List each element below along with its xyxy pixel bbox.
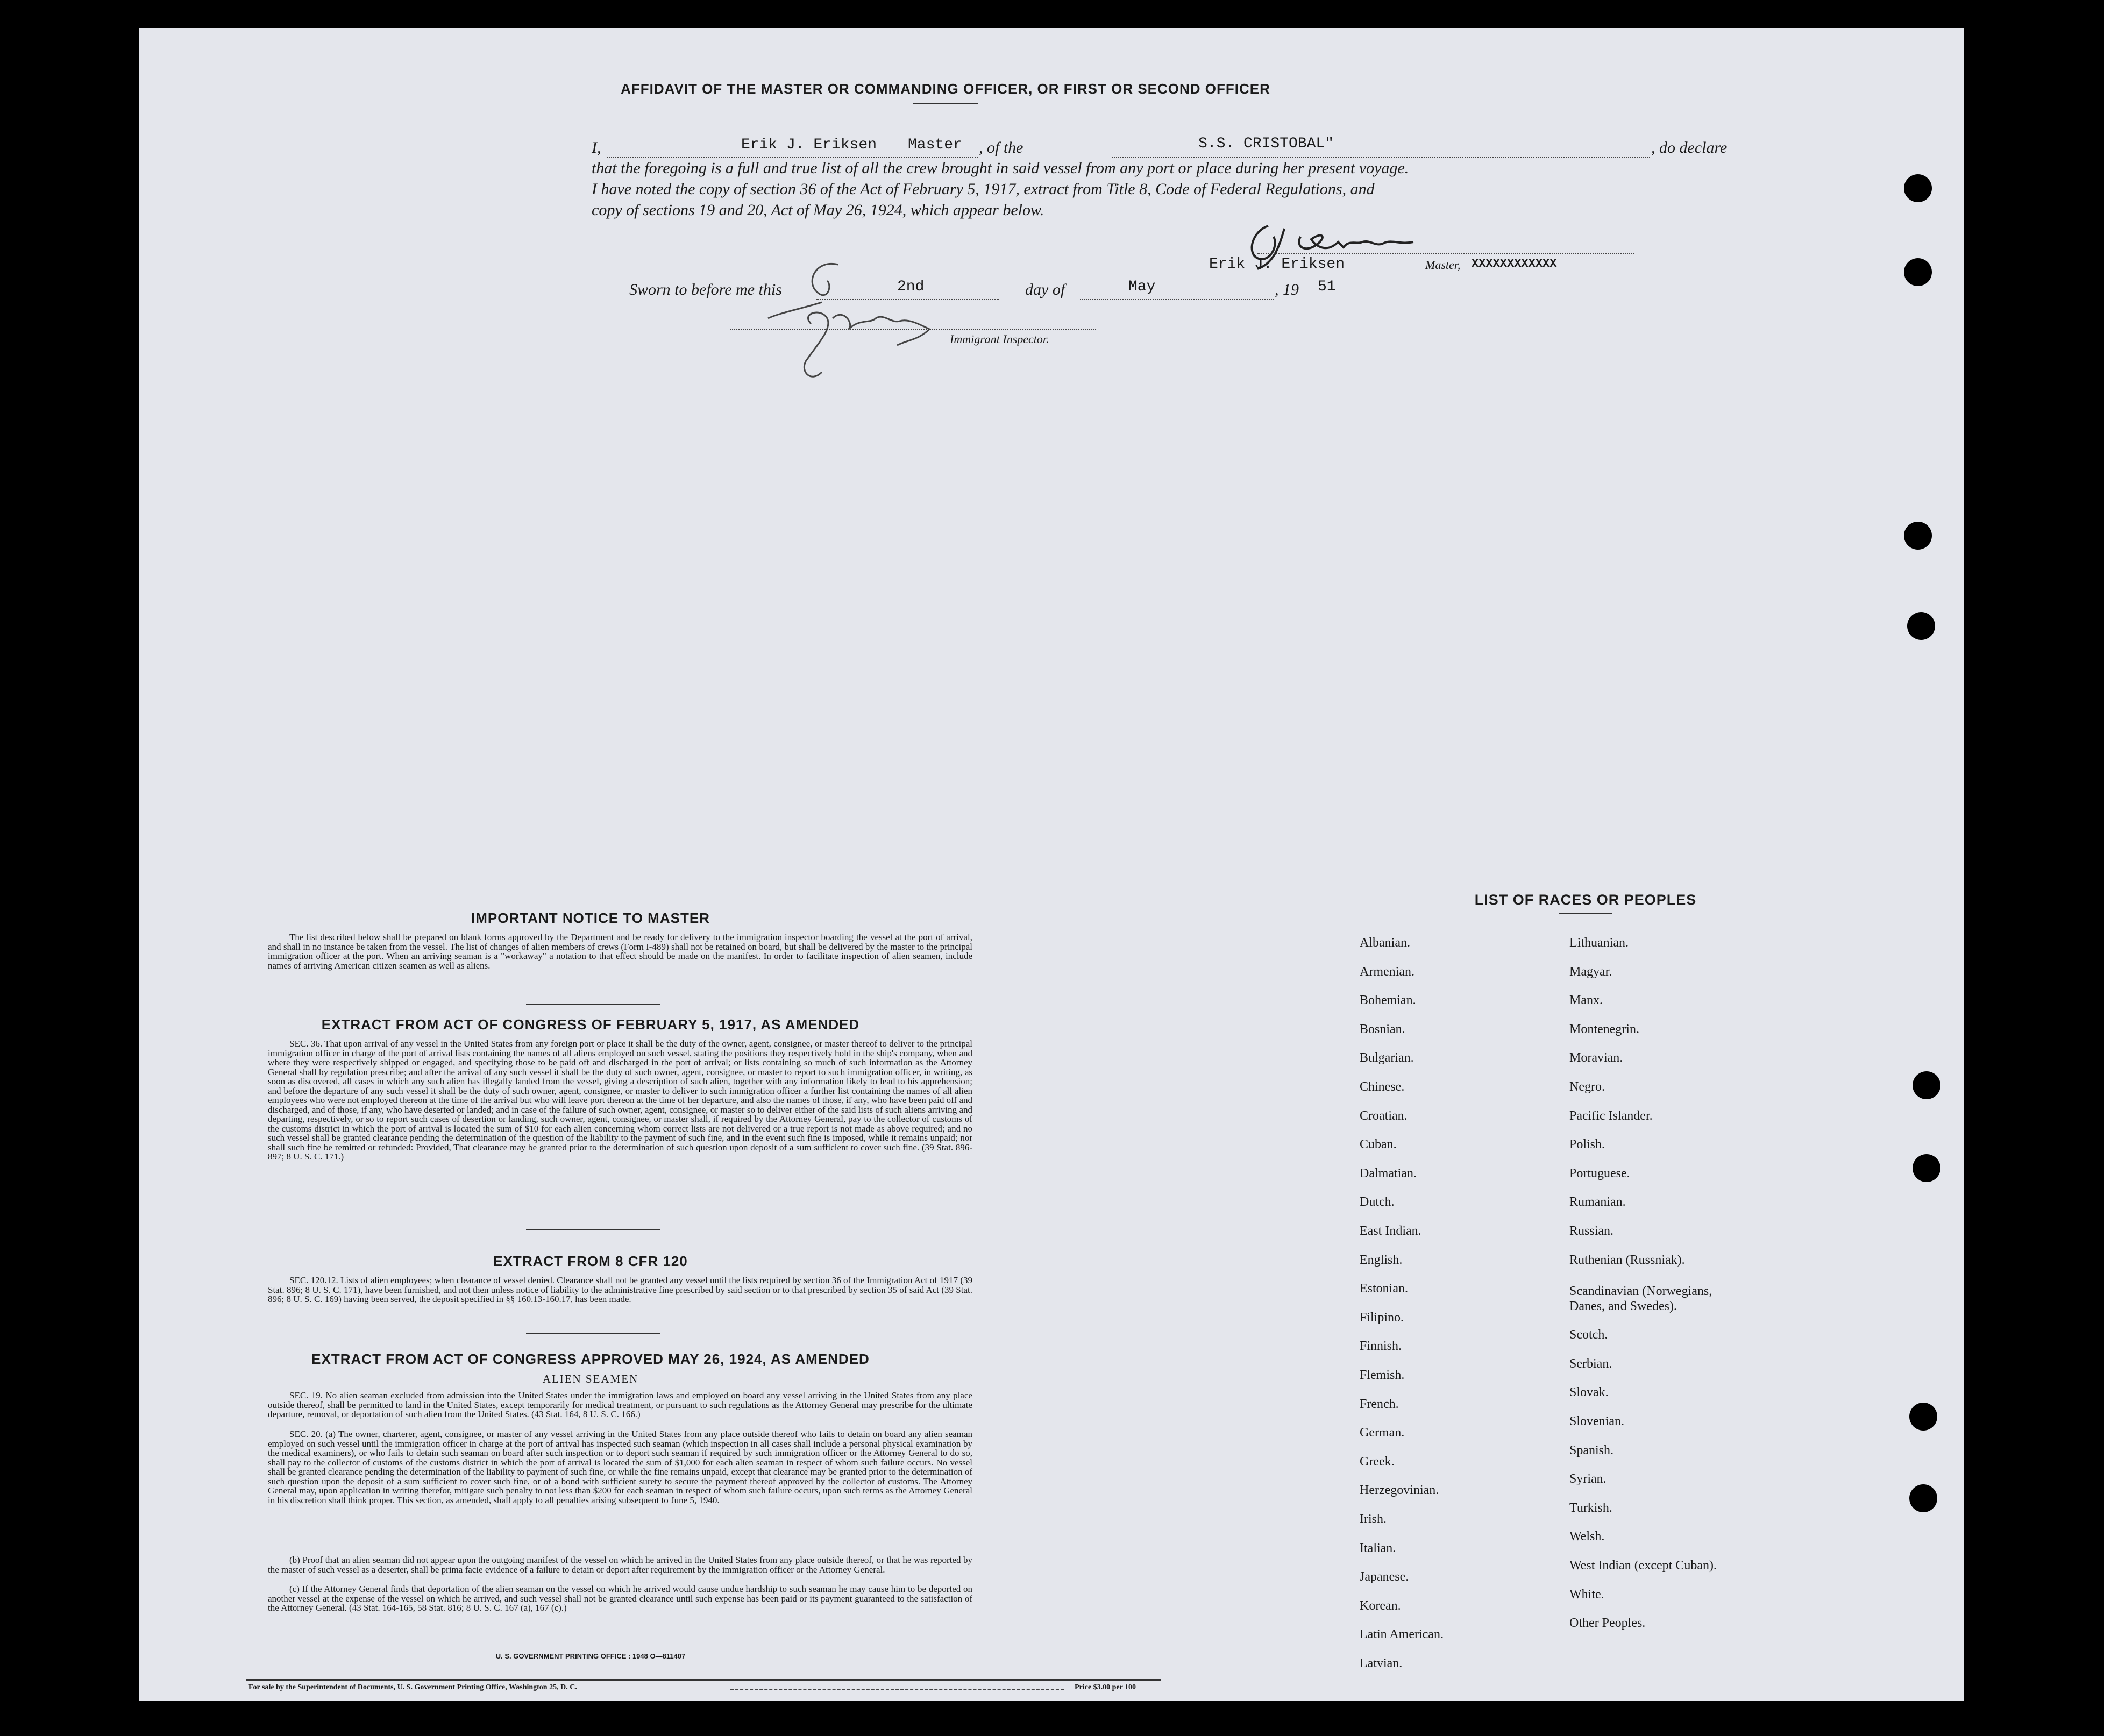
- race-item: Slovak.: [1569, 1385, 1609, 1400]
- race-item: Turkish.: [1569, 1500, 1612, 1515]
- inspector-signature: [747, 254, 940, 383]
- race-item: Scandinavian (Norwegians,: [1569, 1284, 1712, 1298]
- race-item: Rumanian.: [1569, 1195, 1626, 1209]
- affidavit-line4: copy of sections 19 and 20, Act of May 26, 1924, which appear below.: [592, 201, 1044, 219]
- race-item: Japanese.: [1360, 1570, 1409, 1584]
- race-item: Dalmatian.: [1360, 1166, 1417, 1180]
- binder-hole: [1909, 1403, 1937, 1431]
- race-item: Herzegovinian.: [1360, 1483, 1439, 1498]
- race-item: Irish.: [1360, 1512, 1387, 1526]
- race-item: Albanian.: [1360, 936, 1410, 950]
- binder-hole: [1904, 522, 1932, 550]
- footer-right: Price $3.00 per 100: [1075, 1683, 1136, 1691]
- race-item: Korean.: [1360, 1598, 1401, 1613]
- sworn-day: 2nd: [897, 279, 925, 295]
- vessel-line: [1112, 157, 1650, 158]
- divider-1: [526, 1004, 660, 1005]
- race-item: Montenegrin.: [1569, 1022, 1639, 1036]
- race-item: Armenian.: [1360, 964, 1414, 979]
- notice-text: The list described below shall be prepared on blank forms approved by the Department and be ready for delivery to the immigration inspector boarding the vessel at the port of arrival, and shall in no instance be taken from the vessel. The list of changes of alien members of crews (Form I-489) shall not be retained on board, but shall be delivered by the master to the principal immigration officer at the port. When an arriving seaman is a "workaway" a notation to that effect should be made on the manifest. In order to facilitate inspection of alien seamen, include names of arriving American citizen seamen as well as aliens.: [268, 932, 972, 971]
- race-item: Chinese.: [1360, 1080, 1405, 1094]
- extract-1917-text: SEC. 36. That upon arrival of any vessel in the United States from any foreign port or place it shall be the duty of the owner, agent, consignee, or master thereof to deliver to the principal immigration officer in charge of the port of arrival lists containing the names of all aliens employed on such vessel, stating the positions they respectively hold in the ship's company, when and where they were respectively shipped or engaged, and specifying those to be paid off and discharged in the port of arrival; or lists containing so much of such information as the Attorney General shall by regulation prescribe; and after the arrival of any such vessel it shall be the duty of such owner, agent, consignee, or master to report to such immigration officer, in writing, as soon as discovered, all cases in which any such alien has illegally landed from the vessel, giving a description of such alien, together with any information likely to lead to his apprehension; and before the departure of any such vessel it shall be the duty of such owner, agent, consignee, or master to deliver to such immigration officer a further list containing the names of all alien employees who were not employed thereon at the time of the arrival but who will leave port thereon at the time of her departure, and also the names of those, if any, who have been paid off and discharged, and of those, if any, who have deserted or landed; and in case of the failure of such owner, agent, consignee, or master so to deliver either of the said lists of such aliens arriving and departing, respectively, or so to report such cases of desertion or landing, such owner, agent, consignee, or master shall, if required by the Attorney General, pay to the collector of customs of the customs district in which the port of arrival is located the sum of $10 for each alien concerning whom correct lists are not delivered or a true report is not made as above required; and no such vessel shall be granted clearance pending the determination of the question of the liability to the payment of such fine, and in the event such fine is imposed, while it remains unpaid; nor shall such fine be remitted or refunded: Provided, That clearance may be granted prior to the determination of such question upon deposit of a sum sufficient to cover such fine. (39 Stat. 896-897; 8 U. S. C. 171.): [268, 1038, 972, 1162]
- binder-hole: [1913, 1071, 1940, 1099]
- footer-leader: [730, 1689, 1064, 1690]
- race-item: Estonian.: [1360, 1282, 1408, 1296]
- race-item: Latin American.: [1360, 1627, 1444, 1642]
- month-line: [1080, 299, 1274, 300]
- extract-1924-subtitle: ALIEN SEAMEN: [542, 1372, 639, 1385]
- race-item: French.: [1360, 1397, 1399, 1411]
- race-item: Dutch.: [1360, 1195, 1395, 1209]
- race-item: Finnish.: [1360, 1339, 1402, 1354]
- race-item: Welsh.: [1569, 1529, 1605, 1544]
- race-item: Flemish.: [1360, 1368, 1405, 1382]
- affidavit-title: AFFIDAVIT OF THE MASTER OR COMMANDING OFFICER, OR FIRST OR SECOND OFFICER: [621, 81, 1270, 97]
- race-item: Lithuanian.: [1569, 936, 1629, 950]
- binder-hole: [1904, 174, 1932, 202]
- year-prefix: , 19: [1275, 281, 1299, 298]
- race-item: Danes, and Swedes).: [1569, 1299, 1677, 1313]
- signature-printed-name: Erik J. Eriksen: [1209, 256, 1345, 273]
- master-rank: Master: [908, 137, 962, 153]
- race-item: Other Peoples.: [1569, 1616, 1646, 1631]
- sworn-month: May: [1128, 279, 1156, 295]
- race-item: Portuguese.: [1569, 1166, 1630, 1180]
- printing-office: U. S. GOVERNMENT PRINTING OFFICE : 1948 O—811407: [495, 1652, 686, 1660]
- sworn-year: 51: [1318, 279, 1336, 295]
- do-declare-text: , do declare: [1651, 139, 1728, 156]
- sec19-text: SEC. 19. No alien seaman excluded from admission into the United States under the immigration laws and employed on board any vessel arriving in the United States from any place outside thereof, shall be permitted to land in the United States, except temporarily for medical treatment, or pursuant to such regulations as the Attorney General may prescribe for the ultimate departure, removal, or deportation of such alien from the United States. (43 Stat. 164, 8 U. S. C. 166.): [268, 1390, 972, 1419]
- race-item: Russian.: [1569, 1224, 1614, 1238]
- race-item: English.: [1360, 1253, 1403, 1267]
- signature-line: [1257, 253, 1634, 254]
- race-item: Spanish.: [1569, 1443, 1614, 1457]
- race-item: White.: [1569, 1587, 1604, 1602]
- footer-left: For sale by the Superintendent of Documents, U. S. Government Printing Office, Washington 25, D. C.: [248, 1683, 577, 1691]
- sec20c-text: (c) If the Attorney General finds that deportation of the alien seaman on the vessel on which he arrived would cause undue hardship to such seaman he may cause him to be deported on another vessel at the expense of the vessel on which he arrived, and such vessel shall not be granted clearance until such expense has been paid or its payment guaranteed to the satisfaction of the Attorney General. (43 Stat. 164-165, 58 Stat. 816; 8 U. S. C. 167 (a), 167 (c).): [268, 1584, 972, 1613]
- name-line: [607, 157, 978, 158]
- notice-title: IMPORTANT NOTICE TO MASTER: [471, 910, 710, 926]
- race-item: Italian.: [1360, 1541, 1396, 1555]
- signature-role: Master,: [1425, 258, 1461, 272]
- divider-3: [526, 1333, 660, 1334]
- signature-role-struck: XXXXXXXXXXXX: [1472, 257, 1557, 271]
- sworn-prefix: Sworn to before me this: [629, 281, 782, 298]
- race-item: Cuban.: [1360, 1137, 1397, 1152]
- extract-1917-title: EXTRACT FROM ACT OF CONGRESS OF FEBRUARY 5, 1917, AS AMENDED: [321, 1016, 860, 1033]
- race-item: Syrian.: [1569, 1472, 1607, 1486]
- race-item: Filipino.: [1360, 1310, 1404, 1325]
- inspector-line: [730, 329, 1096, 330]
- race-item: Pacific Islander.: [1569, 1108, 1653, 1123]
- divider-2: [526, 1229, 660, 1230]
- race-item: Scotch.: [1569, 1328, 1608, 1342]
- race-item: Polish.: [1569, 1137, 1605, 1152]
- affidavit-line2: that the foregoing is a full and true list of all the crew brought in said vessel from any port or place during her present voyage.: [592, 159, 1409, 177]
- inspector-label: Immigrant Inspector.: [950, 332, 1049, 346]
- race-item: East Indian.: [1360, 1224, 1421, 1238]
- footer-rule: [246, 1679, 1161, 1681]
- title-underline: [913, 103, 978, 104]
- races-title: LIST OF RACES OR PEOPLES: [1474, 892, 1697, 908]
- affidavit-line3: I have noted the copy of section 36 of the Act of February 5, 1917, extract from Title 8, Code of Federal Regulations, and: [592, 180, 1375, 198]
- races-title-underline: [1559, 913, 1612, 914]
- race-item: Bulgarian.: [1360, 1051, 1414, 1065]
- day-of-text: day of: [1025, 281, 1065, 298]
- sec20b-text: (b) Proof that an alien seaman did not appear upon the outgoing manifest of the vessel on which he arrived in the United States from any place outside thereof, or that he was reported by the master of such vessel as a deserter, shall be prima facie evidence of a failure to detain or deport after requirement by the immigration officer or the Attorney General.: [268, 1555, 972, 1575]
- race-item: Moravian.: [1569, 1051, 1623, 1065]
- race-item: Manx.: [1569, 993, 1603, 1008]
- race-item: Negro.: [1569, 1080, 1605, 1094]
- binder-hole: [1913, 1154, 1940, 1182]
- binder-hole: [1907, 612, 1935, 640]
- extract-8cfr-title: EXTRACT FROM 8 CFR 120: [493, 1253, 688, 1269]
- extract-1924-title: EXTRACT FROM ACT OF CONGRESS APPROVED MAY 26, 1924, AS AMENDED: [311, 1351, 870, 1367]
- race-item: Ruthenian (Russniak).: [1569, 1253, 1685, 1267]
- race-item: Bohemian.: [1360, 993, 1416, 1008]
- master-name: Erik J. Eriksen: [741, 137, 877, 153]
- extract-8cfr-text: SEC. 120.12. Lists of alien employees; when clearance of vessel denied. Clearance shall not be granted any vessel until the lists required by section 36 of the Immigration Act of 1917 (39 Stat. 896; 8 U. S. C. 171), have been furnished, and not then unless notice of liability to the administrative fine prescribed by said section or to that prescribed by section 35 of said Act (39 Stat. 896; 8 U. S. C. 169) having been served, the deposit specified in §§ 160.13-160.17, has been made.: [268, 1275, 972, 1304]
- race-item: West Indian (except Cuban).: [1569, 1559, 1717, 1573]
- race-item: Latvian.: [1360, 1656, 1403, 1670]
- of-the-text: , of the: [979, 139, 1023, 156]
- form-page: [139, 28, 1964, 1701]
- binder-hole: [1909, 1484, 1937, 1512]
- race-item: Bosnian.: [1360, 1022, 1405, 1036]
- race-item: Greek.: [1360, 1454, 1395, 1469]
- sec20a-text: SEC. 20. (a) The owner, charterer, agent, consignee, or master of any vessel arriving in the United States from any place outside thereof who fails to detain on board any alien seaman employed on such vessel until the immigration officer in charge at the port of arrival has inspected such seaman (which inspection in all cases shall include a personal physical examination by the medical examiners), or who fails to detain such seaman on board after such inspection or to deport such seaman if required by such immigration officer or the Attorney General to do so, shall pay to the collector of customs of the customs district in which the port of arrival is located the sum of $1,000 for each alien seaman in respect of whom such failure occurs. No vessel shall be granted clearance pending the determination of the liability to payment of such fine, or while the fine remains unpaid, except that clearance may be granted prior to the determination of such question upon the deposit of a sum sufficient to cover such fine, or of a bond with sufficient surety to secure the payment thereof approved by the collector of customs. The Attorney General may, upon application in writing therefor, mitigate such penalty to not less than $200 for each seaman in respect of whom such failure occurs, upon such terms as the Attorney General in his discretion shall think proper. This section, as amended, shall apply to all penalties arising subsequent to June 5, 1940.: [268, 1429, 972, 1505]
- race-item: Serbian.: [1569, 1356, 1612, 1371]
- vessel-name: S.S. CRISTOBAL": [1198, 136, 1334, 152]
- race-item: Magyar.: [1569, 964, 1612, 979]
- race-item: German.: [1360, 1426, 1405, 1440]
- affidavit-line1-prefix: I,: [592, 139, 601, 156]
- race-item: Slovenian.: [1569, 1414, 1624, 1428]
- race-item: Croatian.: [1360, 1108, 1408, 1123]
- binder-hole: [1904, 258, 1932, 286]
